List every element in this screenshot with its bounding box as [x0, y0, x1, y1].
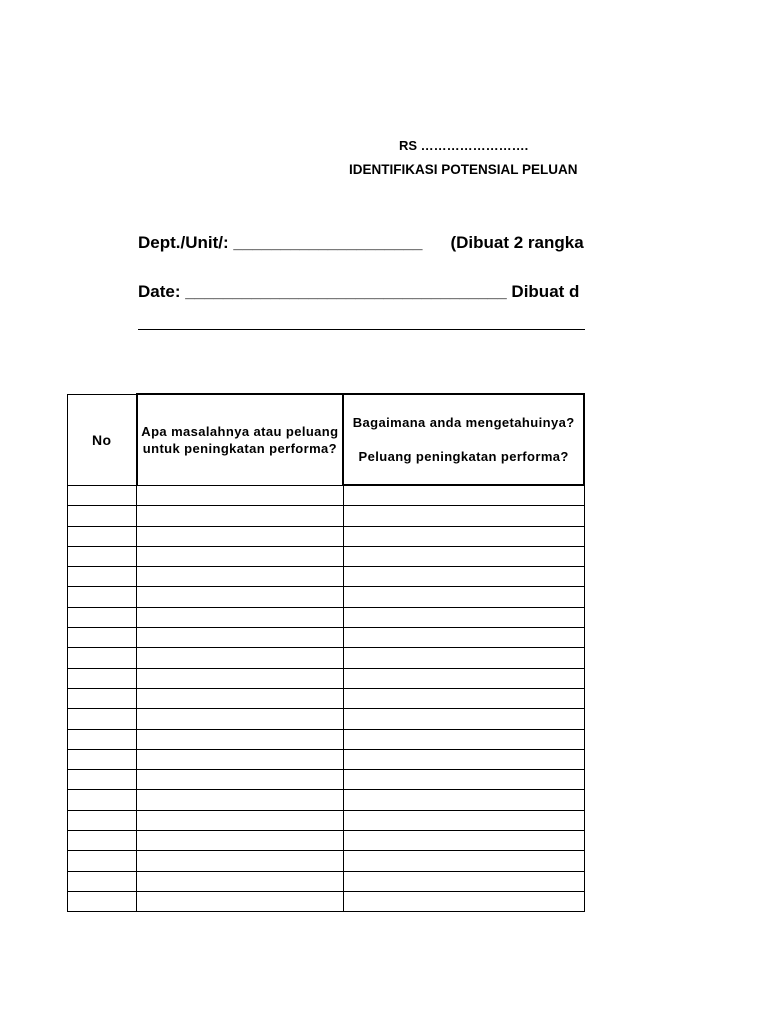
column-header-how-line2: Peluang peningkatan performa? [358, 449, 569, 464]
table-row [68, 749, 585, 769]
cell-problem[interactable] [137, 628, 344, 648]
table-row [68, 546, 585, 566]
table-row [68, 810, 585, 830]
separator-line [138, 329, 585, 330]
date-note: Dibuat d [511, 282, 580, 301]
cell-no[interactable] [68, 749, 137, 769]
opportunity-table [67, 393, 585, 912]
cell-no[interactable] [68, 709, 137, 729]
cell-no[interactable] [68, 810, 137, 830]
cell-no[interactable] [68, 567, 137, 587]
column-header-problem: Apa masalahnya atau peluang untuk peningkatan performa? [137, 394, 344, 485]
cell-no[interactable] [68, 587, 137, 607]
table-row [68, 790, 585, 810]
cell-how[interactable] [343, 506, 584, 526]
cell-no[interactable] [68, 770, 137, 790]
cell-problem[interactable] [137, 506, 344, 526]
cell-no[interactable] [68, 546, 137, 566]
cell-how[interactable] [343, 485, 584, 506]
cell-no[interactable] [68, 607, 137, 627]
cell-no[interactable] [68, 831, 137, 851]
table-row [68, 628, 585, 648]
table-row [68, 607, 585, 627]
cell-how[interactable] [343, 607, 584, 627]
hospital-name-line: RS ……………………. [399, 138, 529, 153]
cell-how[interactable] [343, 587, 584, 607]
dept-note: (Dibuat 2 rangka [450, 233, 584, 252]
table-row [68, 851, 585, 871]
cell-how[interactable] [343, 871, 584, 891]
cell-problem[interactable] [137, 546, 344, 566]
table-row [68, 770, 585, 790]
cell-no[interactable] [68, 891, 137, 911]
cell-no[interactable] [68, 688, 137, 708]
table-row [68, 526, 585, 546]
cell-how[interactable] [343, 790, 584, 810]
cell-problem[interactable] [137, 709, 344, 729]
table-body [68, 485, 585, 912]
cell-problem[interactable] [137, 729, 344, 749]
cell-problem[interactable] [137, 891, 344, 911]
table-row [68, 831, 585, 851]
table-row [68, 891, 585, 911]
cell-no[interactable] [68, 851, 137, 871]
cell-problem[interactable] [137, 749, 344, 769]
table-row [68, 871, 585, 891]
cell-problem[interactable] [137, 668, 344, 688]
cell-problem[interactable] [137, 648, 344, 668]
cell-problem[interactable] [137, 688, 344, 708]
cell-no[interactable] [68, 628, 137, 648]
table-row [68, 668, 585, 688]
cell-how[interactable] [343, 891, 584, 911]
cell-problem[interactable] [137, 587, 344, 607]
table-row [68, 567, 585, 587]
cell-how[interactable] [343, 648, 584, 668]
cell-no[interactable] [68, 668, 137, 688]
cell-problem[interactable] [137, 790, 344, 810]
table-row [68, 485, 585, 506]
cell-problem[interactable] [137, 810, 344, 830]
cell-no[interactable] [68, 790, 137, 810]
cell-how[interactable] [343, 770, 584, 790]
table-row [68, 688, 585, 708]
document-title: IDENTIFIKASI POTENSIAL PELUAN [349, 162, 578, 177]
cell-problem[interactable] [137, 770, 344, 790]
cell-problem[interactable] [137, 871, 344, 891]
cell-how[interactable] [343, 831, 584, 851]
cell-how[interactable] [343, 709, 584, 729]
table-row [68, 709, 585, 729]
cell-problem[interactable] [137, 485, 344, 506]
column-header-how [343, 394, 584, 485]
cell-how[interactable] [343, 526, 584, 546]
table-row [68, 587, 585, 607]
cell-problem[interactable] [137, 831, 344, 851]
date-label: Date: __________________________________ [138, 282, 507, 301]
cell-problem[interactable] [137, 567, 344, 587]
cell-how[interactable] [343, 810, 584, 830]
cell-how[interactable] [343, 749, 584, 769]
cell-how[interactable] [343, 546, 584, 566]
cell-problem[interactable] [137, 526, 344, 546]
dept-field [138, 233, 584, 253]
table-row [68, 729, 585, 749]
column-header-how-line1: Bagaimana anda mengetahuinya? [352, 415, 575, 430]
cell-how[interactable] [343, 668, 584, 688]
cell-no[interactable] [68, 485, 137, 506]
date-field [138, 282, 579, 302]
cell-how[interactable] [343, 567, 584, 587]
table-row [68, 506, 585, 526]
cell-problem[interactable] [137, 607, 344, 627]
cell-how[interactable] [343, 851, 584, 871]
table-header-row [68, 394, 585, 485]
cell-no[interactable] [68, 871, 137, 891]
table-row [68, 648, 585, 668]
cell-how[interactable] [343, 729, 584, 749]
cell-problem[interactable] [137, 851, 344, 871]
cell-no[interactable] [68, 729, 137, 749]
cell-no[interactable] [68, 526, 137, 546]
dept-label: Dept./Unit/: ____________________ [138, 233, 423, 252]
cell-no[interactable] [68, 648, 137, 668]
cell-how[interactable] [343, 628, 584, 648]
column-header-no: No [68, 394, 137, 485]
cell-how[interactable] [343, 688, 584, 708]
cell-no[interactable] [68, 506, 137, 526]
